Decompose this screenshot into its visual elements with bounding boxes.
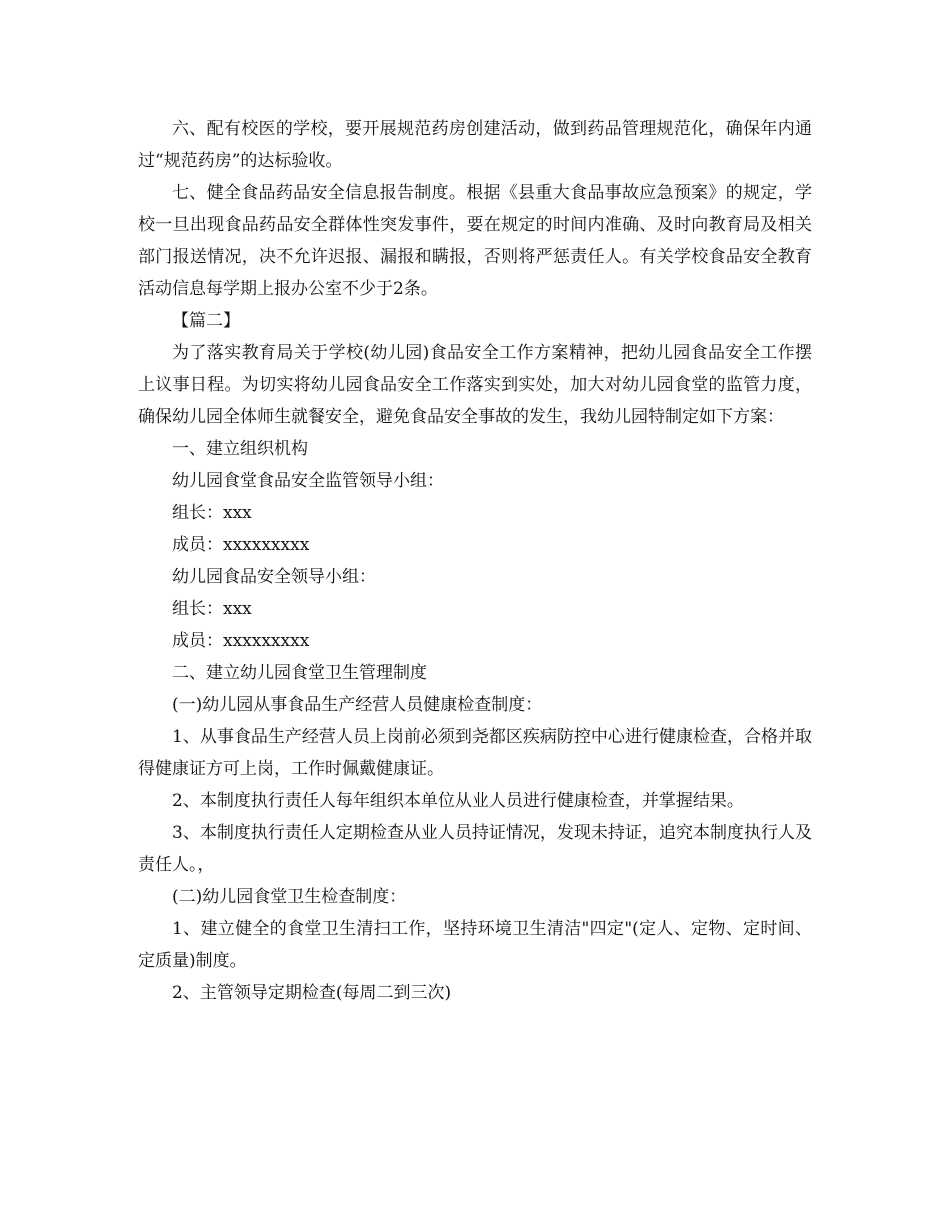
group-title-food-safety: 幼儿园食品安全领导小组： [172, 567, 376, 587]
list-item-health-check-1: 1、从事食品生产经营人员上岗前必须到尧都区疾病防控中心进行健康检查，合格并取得健康证方可上岗，工作时佩戴健康证。 [138, 727, 812, 779]
heading-canteen-hygiene-system: 二、建立幼儿园食堂卫生管理制度 [172, 663, 427, 683]
group-title-canteen-supervision: 幼儿园食堂食品安全监管领导小组： [172, 471, 444, 491]
document-body [138, 113, 812, 1009]
heading-establish-organization: 一、建立组织机构 [172, 439, 308, 459]
paragraph-item-7-reporting: 七、健全食品药品安全信息报告制度。根据《县重大食品事故应急预案》的规定，学校一旦出现食品药品安全群体性突发事件，要在规定的时间内准确、及时向教育局及相关部门报送情况，决不允许迟报、漏报和瞒报，否则将严惩责任人。有关学校食品安全教育活动信息每学期上报办公室不少于2条。 [138, 183, 812, 299]
subheading-health-check-system: (一)幼儿园从事食品生产经营人员健康检查制度： [172, 695, 543, 715]
paragraph-introduction: 为了落实教育局关于学校(幼儿园)食品安全工作方案精神，把幼儿园食品安全工作摆上议事日程。为切实将幼儿园食品安全工作落实到实处，加大对幼儿园食堂的监管力度，确保幼儿园全体师生就餐安全，避免食品安全事故的发生，我幼儿园特制定如下方案： [138, 343, 812, 427]
list-item-inspection-1: 1、建立健全的食堂卫生清扫工作，坚持环境卫生清洁"四定"(定人、定物、定时间、定质量)制度。 [138, 919, 812, 971]
paragraph-item-6-pharmacy: 六、配有校医的学校，要开展规范药房创建活动，做到药品管理规范化，确保年内通过“规范药房”的达标验收。 [138, 119, 812, 171]
section-heading-part-two: 【篇二】 [172, 311, 240, 331]
subheading-hygiene-inspection-system: (二)幼儿园食堂卫生检查制度： [172, 887, 407, 907]
group-leader-line: 组长：xxx [172, 503, 252, 523]
list-item-inspection-2: 2、主管领导定期检查(每周二到三次) [172, 983, 452, 1003]
group-members-line: 成员：xxxxxxxxx [172, 631, 310, 651]
group-members-line: 成员：xxxxxxxxx [172, 535, 310, 555]
list-item-health-check-2: 2、本制度执行责任人每年组织本单位从业人员进行健康检查，并掌握结果。 [172, 791, 744, 811]
group-leader-line: 组长：xxx [172, 599, 252, 619]
list-item-health-check-3: 3、本制度执行责任人定期检查从业人员持证情况，发现未持证，追究本制度执行人及责任人。， [138, 823, 812, 875]
